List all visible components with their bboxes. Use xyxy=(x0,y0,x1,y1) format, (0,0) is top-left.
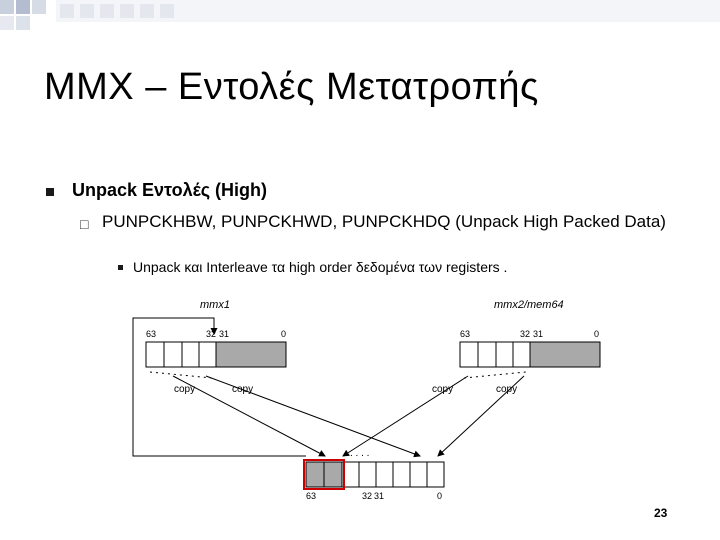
src1-bit-32: 32 xyxy=(206,329,217,339)
src2-bit-31: 31 xyxy=(533,329,544,339)
src2-register xyxy=(460,342,600,367)
src1-bit-31: 31 xyxy=(219,329,230,339)
dots-label: . . . . xyxy=(350,448,370,459)
bullet-hollow-square-icon: □ xyxy=(80,216,89,232)
copy-arrow-2 xyxy=(206,376,420,456)
src2-bit-63: 63 xyxy=(460,329,471,339)
src2-bit-0: 0 xyxy=(594,329,600,339)
header-decoration xyxy=(0,0,720,40)
src2-bit-32: 32 xyxy=(520,329,531,339)
dst-bit-31: 31 xyxy=(374,491,385,501)
slide-title: MMX – Εντολές Μετατροπής xyxy=(44,66,539,108)
bullet-level2: PUNPCKHBW, PUNPCKHWD, PUNPCKHDQ (Unpack High Packed Data) xyxy=(102,212,666,231)
bullet-small-square-icon xyxy=(118,265,123,270)
bullet-level1: Unpack Εντολές (High) xyxy=(72,180,268,200)
dst-bit-63: 63 xyxy=(306,491,317,501)
copy-label-4: copy xyxy=(496,384,518,395)
copy-arrow-3 xyxy=(343,376,468,456)
copy-label-1: copy xyxy=(174,384,196,395)
src2-label: mmx2/mem64 xyxy=(494,299,564,311)
dst-bit-0: 0 xyxy=(437,491,443,501)
bullet-square-icon xyxy=(46,188,54,196)
page-number: 23 xyxy=(654,506,668,520)
unpack-high-diagram xyxy=(128,296,608,506)
src1-register xyxy=(146,342,286,367)
src1-bit-0: 0 xyxy=(281,329,287,339)
src1-label: mmx1 xyxy=(200,299,230,311)
copy-label-3: copy xyxy=(432,384,454,395)
dst-bit-32: 32 xyxy=(362,491,373,501)
copy-label-2: copy xyxy=(232,384,254,395)
src1-bit-63: 63 xyxy=(146,329,157,339)
dst-register xyxy=(306,462,444,487)
bullet-level3: Unpack και Interleave τα high order δεδομένα των registers . xyxy=(133,259,508,275)
